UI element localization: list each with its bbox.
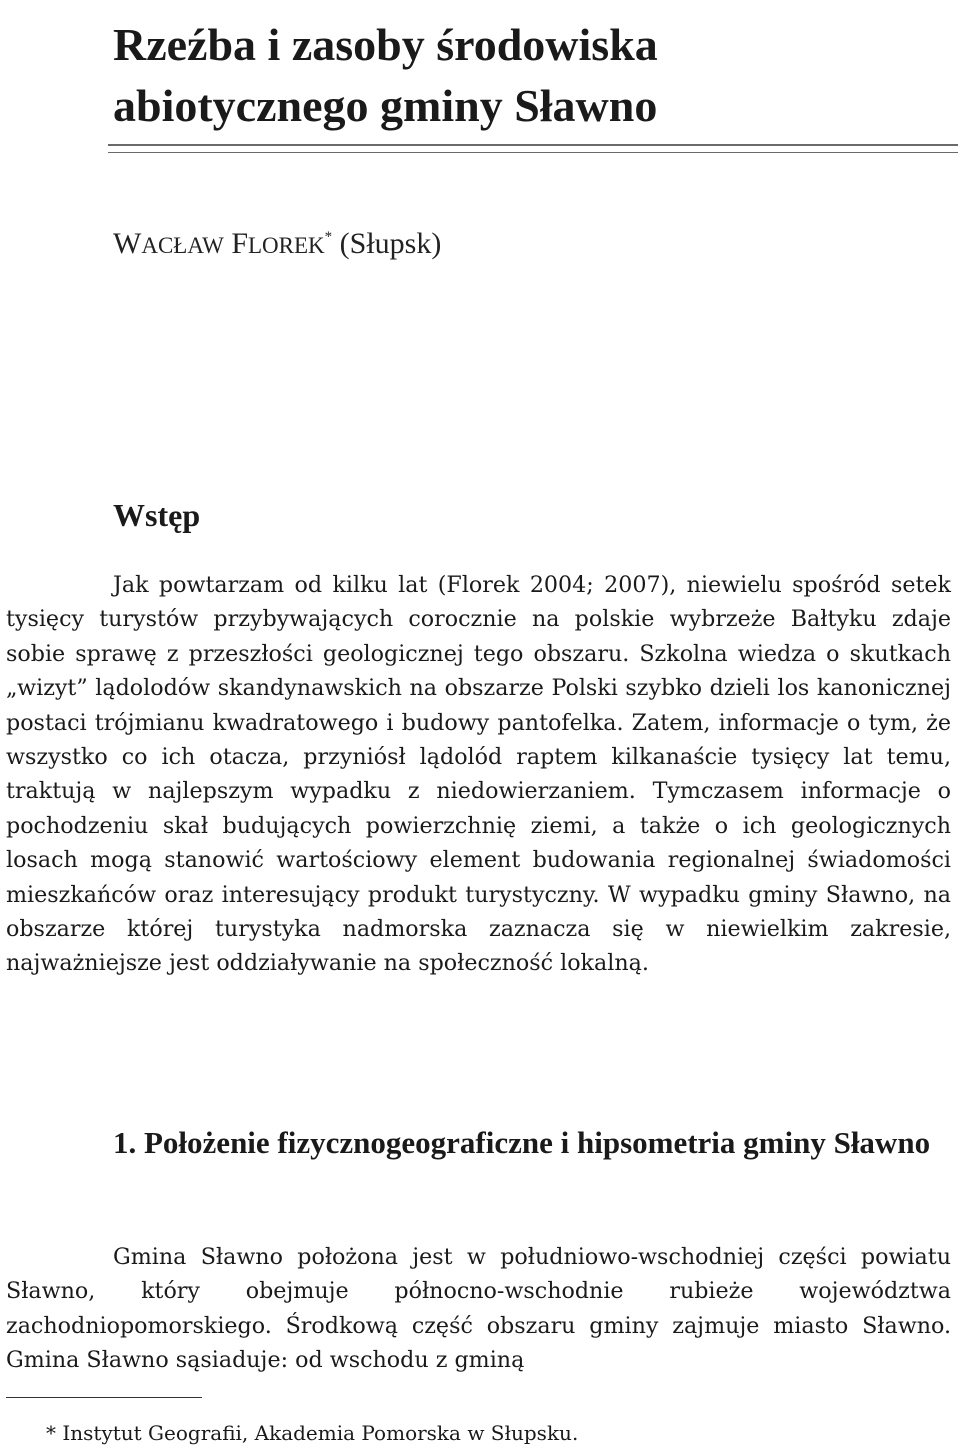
- author-first-rest: ACŁAW: [141, 233, 224, 258]
- footnote: * Instytut Geografii, Akademia Pomorska w Słupsku.: [46, 1421, 579, 1445]
- author-line: [113, 217, 441, 266]
- author-last-rest: LOREK: [248, 233, 325, 258]
- intro-paragraph: Jak powtarzam od kilku lat (Florek 2004; 2007), niewielu spośród setek tysięcy turystów przybywających corocznie na polskie wybrzeże Bałtyku zdaje sobie sprawę z przeszłości geologicznej tego obszaru. Szkolna wiedza o skutkach „wizyt” lądolodów skandynawskich na obszarze Polski szybko dzieli los kanonicznej postaci trójmianu kwadratowego i budowy pantofelka. Zatem, informacje o tym, że wszystko co ich otacza, przyniósł lądolód raptem kilkanaście tysięcy lat temu, traktują w najlepszym wypadku z niedowierzaniem. Tymczasem informacje o pochodzeniu skał budujących powierzchnię ziemi, a także o ich geologicznych losach mogą stanowić wartościowy element budowania regionalnej świadomości mieszkańców oraz interesujący produkt turystyczny. W wypadku gminy Sławno, na obszarze której turystyka nadmorska zaznacza się w niewielkim zakresie, najważniejsze jest oddziaływanie na społeczność lokalną.: [6, 572, 951, 977]
- author-first-initial: W: [113, 227, 142, 260]
- article-title: Rzeźba i zasoby środowiska abiotycznego gminy Sławno: [113, 19, 658, 131]
- section-1-heading: 1. Położenie fizycznogeograficzne i hipsometria gminy Sławno: [113, 1125, 931, 1160]
- author-footnote-mark: *: [324, 229, 333, 245]
- intro-heading: Wstęp: [113, 497, 201, 533]
- title-double-rule: [108, 144, 958, 153]
- author-affiliation: (Słupsk): [339, 227, 442, 260]
- author-last-initial: F: [231, 227, 248, 260]
- footnote-separator: [6, 1397, 202, 1398]
- section-1-paragraph: Gmina Sławno położona jest w południowo-wschodniej części powiatu Sławno, który obejmuje północno-wschodnie rubieże województwa zachodniopomorskiego. Środkową część obszaru gminy zajmuje miasto Sławno. Gmina Sławno sąsiaduje: od wschodu z gminą: [6, 1244, 951, 1374]
